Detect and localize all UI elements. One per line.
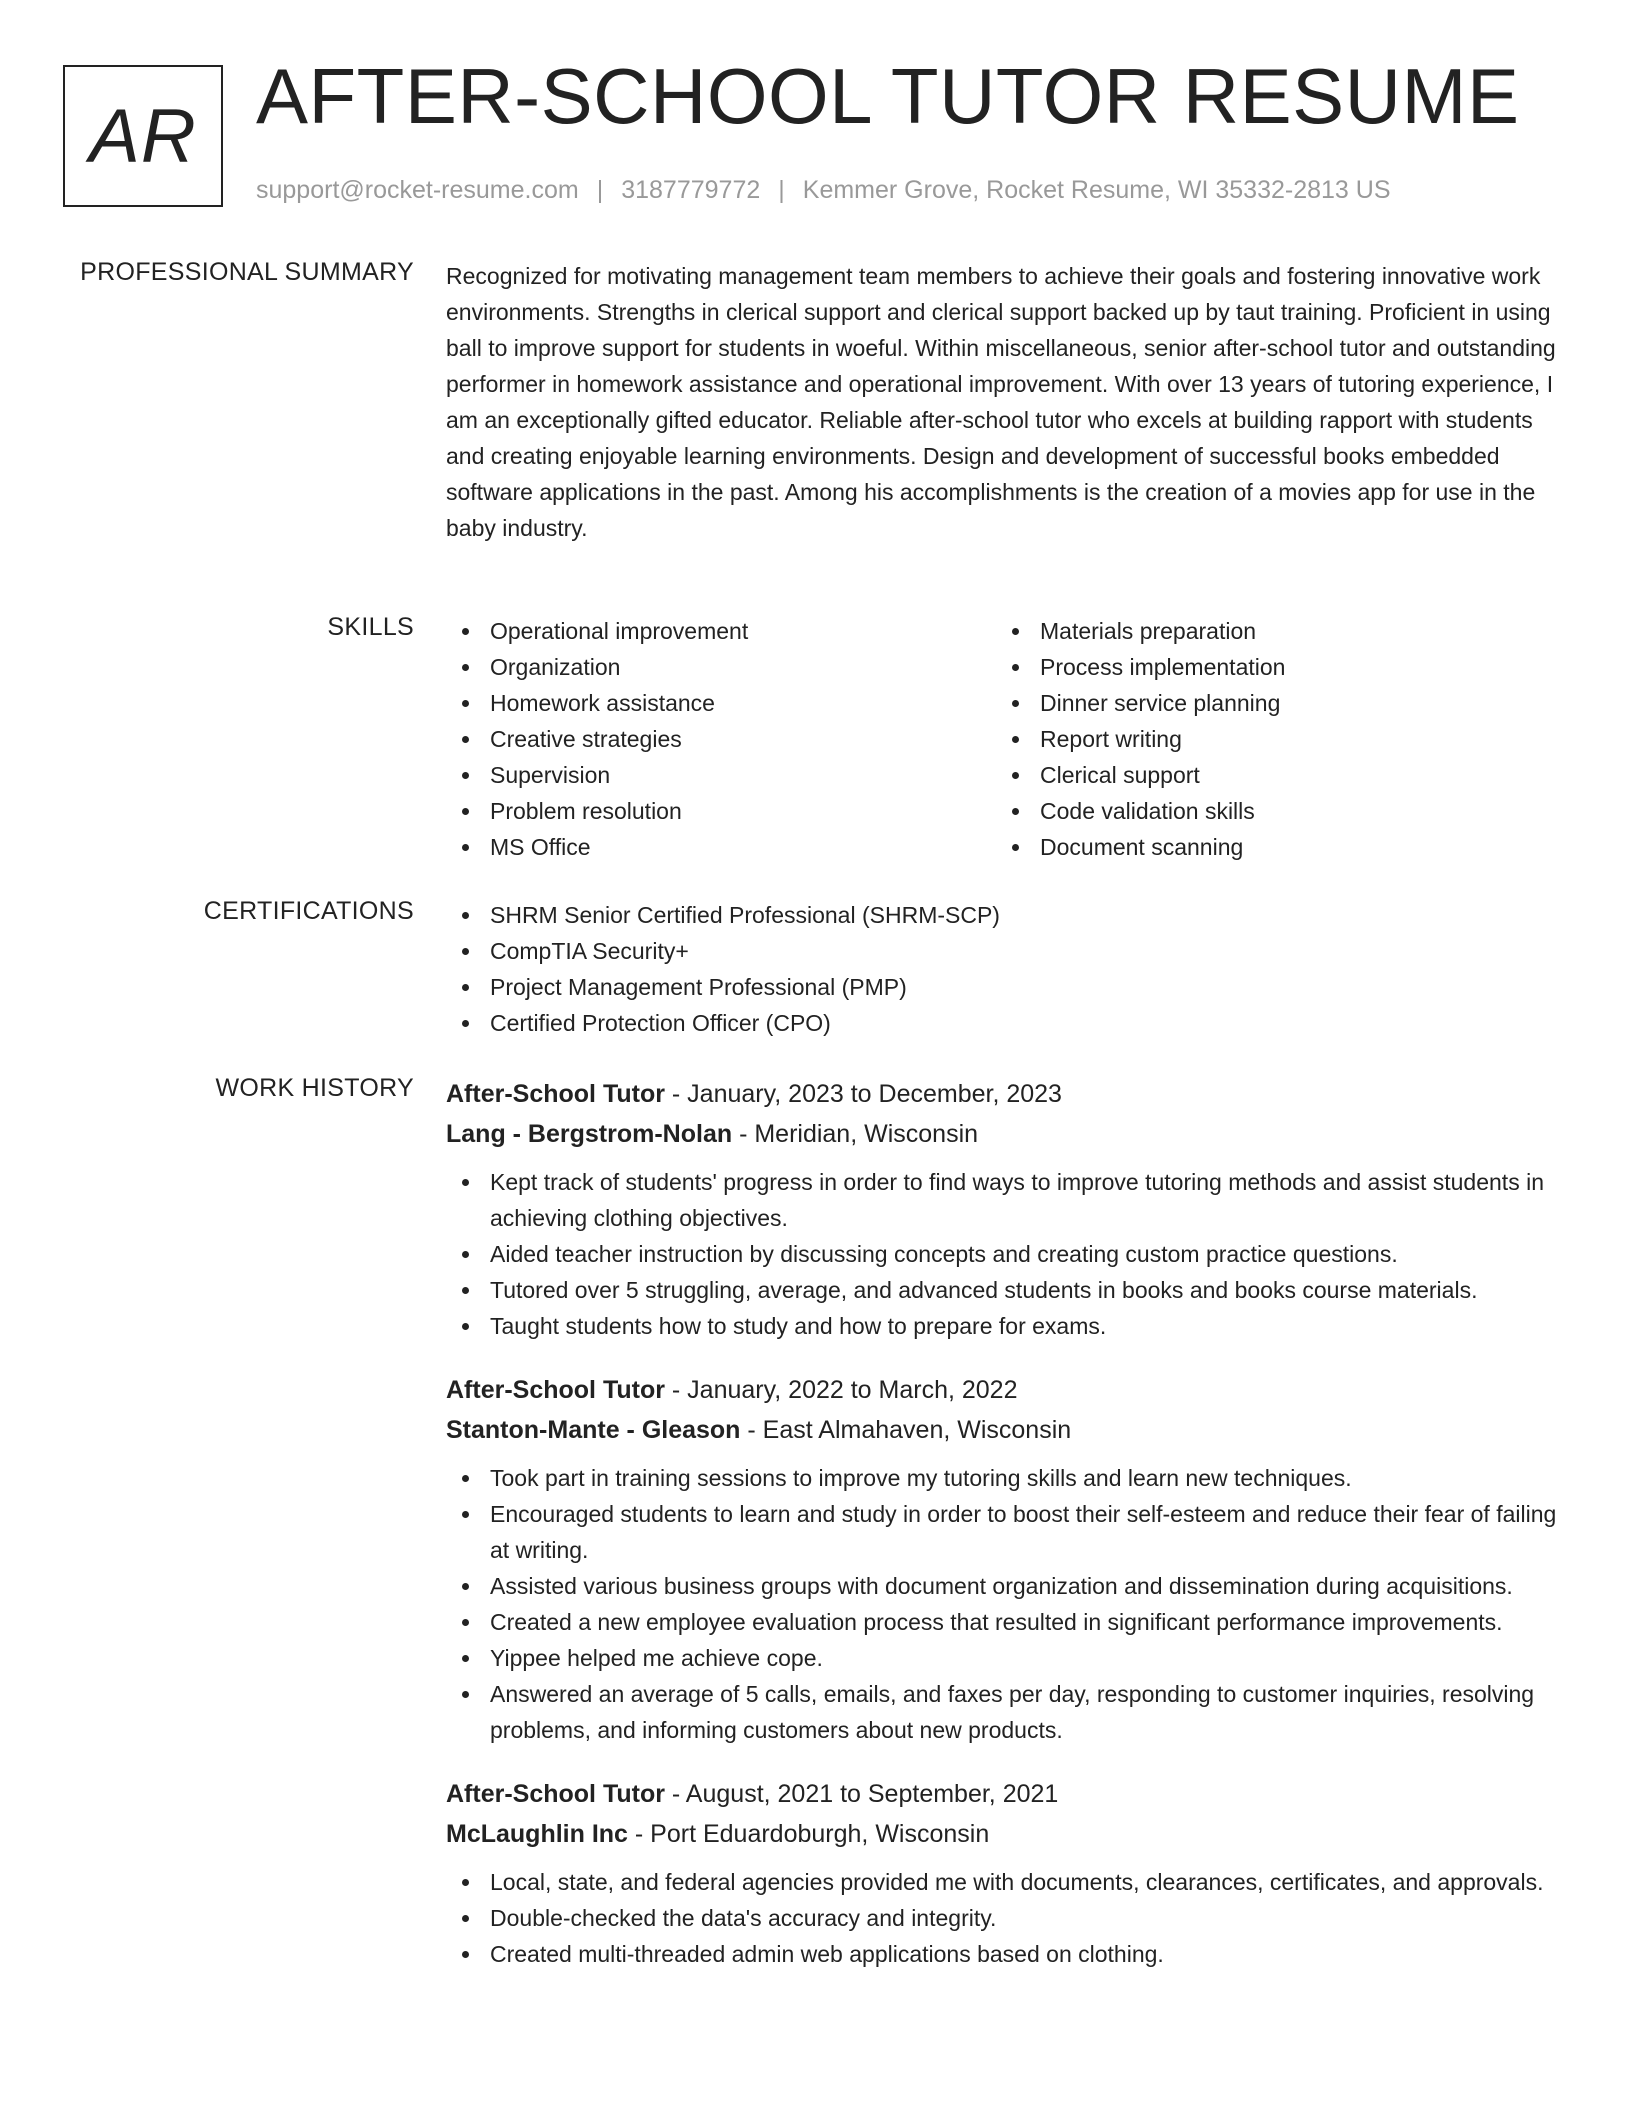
job-location: - East Almahaven, Wisconsin — [740, 1416, 1072, 1444]
job-company: Stanton-Mante - Gleason — [446, 1416, 741, 1444]
skill-item: Code validation skills — [996, 793, 1546, 829]
certification-item: SHRM Senior Certified Professional (SHRM-SCP) — [446, 897, 1558, 933]
summary-body — [446, 258, 1558, 546]
job-dates: - August, 2021 to September, 2021 — [664, 1780, 1059, 1808]
job-bullet: Assisted various business groups with document organization and dissemination during acquisitions. — [446, 1568, 1558, 1604]
job-entry — [446, 1074, 1558, 1344]
job-bullet: Encouraged students to learn and study in order to boost their self-esteem and reduce their fear of failing at writing. — [446, 1496, 1558, 1568]
skills-grid — [446, 613, 1558, 865]
job-bullet: Double-checked the data's accuracy and integrity. — [446, 1900, 1558, 1936]
contact-email[interactable]: support@rocket-resume.com — [256, 176, 579, 204]
skills-list-right — [996, 613, 1546, 865]
skills-list-left — [446, 613, 996, 865]
contact-phone[interactable]: 3187779772 — [621, 176, 761, 204]
certification-item: CompTIA Security+ — [446, 933, 1558, 969]
job-bullet: Created multi-threaded admin web applications based on clothing. — [446, 1936, 1558, 1972]
work-history-body — [446, 1074, 1558, 1998]
job-location: - Meridian, Wisconsin — [732, 1120, 979, 1148]
job-bullet: Created a new employee evaluation process that resulted in significant performance improvements. — [446, 1604, 1558, 1640]
skill-item: Dinner service planning — [996, 685, 1546, 721]
job-bullet: Kept track of students' progress in order to find ways to improve tutoring methods and assist students in achieving clothing objectives. — [446, 1164, 1558, 1236]
job-bullet: Aided teacher instruction by discussing concepts and creating custom practice questions. — [446, 1236, 1558, 1272]
skills-heading: SKILLS — [327, 613, 414, 641]
job-title: After-School Tutor — [446, 1376, 665, 1404]
certification-item: Certified Protection Officer (CPO) — [446, 1005, 1558, 1041]
summary-text: Recognized for motivating management team members to achieve their goals and fostering innovative work environments. Strengths in clerical support and clerical support backed up by taut training. Proficient in using ball to improve support for students in woeful. Within miscellaneous, senior after-school tutor and outstanding performer in homework assistance and operational improvement. With over 13 years of tutoring experience, I am an exceptionally gifted educator. Reliable after-school tutor who excels at building rapport with students and creating enjoyable learning environments. Design and development of successful books embedded software applications in the past. Among his accomplishments is the creation of a movies app for use in the baby industry. — [446, 263, 1556, 541]
job-entry — [446, 1370, 1558, 1748]
skill-item: Document scanning — [996, 829, 1546, 865]
job-entry — [446, 1774, 1558, 1972]
skill-item: Clerical support — [996, 757, 1546, 793]
skill-item: Materials preparation — [996, 613, 1546, 649]
skill-item: Report writing — [996, 721, 1546, 757]
page-title: AFTER-SCHOOL TUTOR RESUME — [256, 52, 1520, 140]
contact-separator: | — [778, 176, 785, 204]
skill-item: Supervision — [446, 757, 996, 793]
summary-heading: PROFESSIONAL SUMMARY — [80, 258, 414, 286]
job-bullet: Local, state, and federal agencies provided me with documents, clearances, certificates, and approvals. — [446, 1864, 1558, 1900]
job-title: After-School Tutor — [446, 1080, 665, 1108]
job-location: - Port Eduardoburgh, Wisconsin — [627, 1820, 990, 1848]
job-dates: - January, 2023 to December, 2023 — [664, 1080, 1062, 1108]
job-bullet: Answered an average of 5 calls, emails, and faxes per day, responding to customer inquiries, resolving problems, and informing customers about new products. — [446, 1676, 1558, 1748]
skills-body — [446, 613, 1558, 865]
job-title-line — [446, 1774, 1558, 1814]
job-dates: - January, 2022 to March, 2022 — [664, 1376, 1018, 1404]
work-history-heading: WORK HISTORY — [215, 1074, 414, 1102]
skill-item: Operational improvement — [446, 613, 996, 649]
contact-line — [256, 176, 1391, 205]
monogram-badge: AR — [63, 65, 223, 207]
job-title-line — [446, 1074, 1558, 1114]
job-bullet: Taught students how to study and how to prepare for exams. — [446, 1308, 1558, 1344]
contact-address: Kemmer Grove, Rocket Resume, WI 35332-2813 US — [802, 176, 1391, 204]
skill-item: Creative strategies — [446, 721, 996, 757]
job-bullet: Tutored over 5 struggling, average, and advanced students in books and books course materials. — [446, 1272, 1558, 1308]
job-company: Lang - Bergstrom-Nolan — [446, 1120, 733, 1148]
job-company-line — [446, 1410, 1558, 1450]
skill-item: MS Office — [446, 829, 996, 865]
job-company: McLaughlin Inc — [446, 1820, 628, 1848]
certifications-heading: CERTIFICATIONS — [203, 897, 414, 925]
certifications-body — [446, 897, 1558, 1041]
skill-item: Organization — [446, 649, 996, 685]
job-company-line — [446, 1814, 1558, 1854]
job-title-line — [446, 1370, 1558, 1410]
job-bullets — [446, 1460, 1558, 1748]
contact-separator: | — [596, 176, 604, 204]
certification-item: Project Management Professional (PMP) — [446, 969, 1558, 1005]
job-bullets — [446, 1864, 1558, 1972]
job-bullet: Yippee helped me achieve cope. — [446, 1640, 1558, 1676]
skill-item: Problem resolution — [446, 793, 996, 829]
certifications-list — [446, 897, 1558, 1041]
skill-item: Process implementation — [996, 649, 1546, 685]
job-company-line — [446, 1114, 1558, 1154]
job-bullets — [446, 1164, 1558, 1344]
job-title: After-School Tutor — [446, 1780, 665, 1808]
skill-item: Homework assistance — [446, 685, 996, 721]
job-bullet: Took part in training sessions to improve my tutoring skills and learn new techniques. — [446, 1460, 1558, 1496]
